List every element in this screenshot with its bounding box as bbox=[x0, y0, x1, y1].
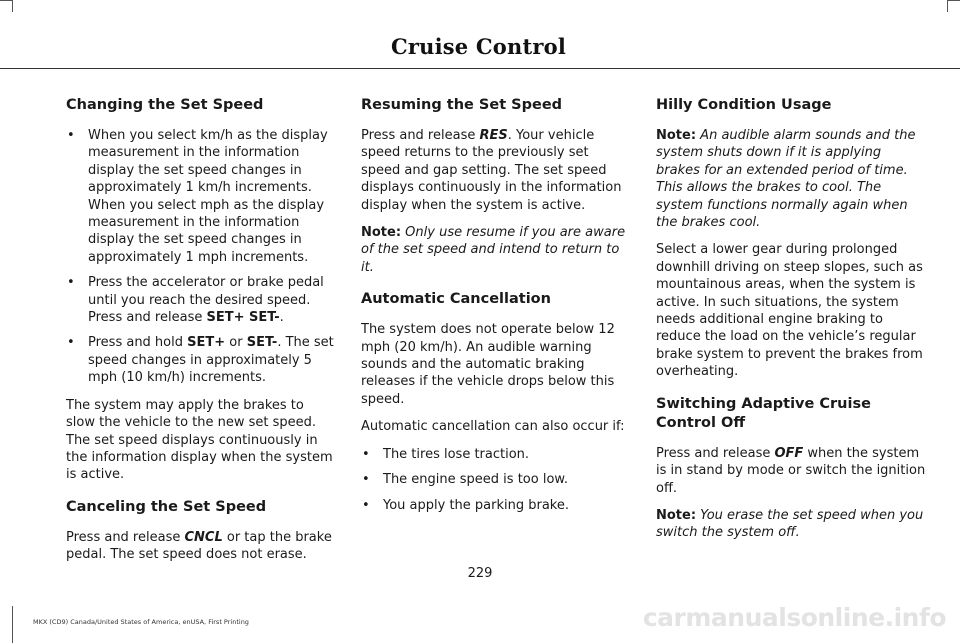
bullet-text: When you select km/h as the display measurement in the information display the set speed changes in approximately 1 km/h increments. When you select mph as the display measurement in the information display the set speed changes in approximately 1 mph increments. bbox=[88, 128, 328, 265]
page-header-title: Cruise Control bbox=[390, 34, 566, 59]
paragraph-off bbox=[656, 445, 928, 497]
bullet-text: Press the accelerator or brake pedal until you reach the desired speed. Press and release bbox=[88, 275, 324, 326]
crop-mark bbox=[948, 0, 960, 1]
bullet-text: or bbox=[225, 335, 247, 351]
note-label: Note: bbox=[656, 507, 697, 523]
heading-switching-off: Switching Adaptive Cruise Control Off bbox=[656, 395, 871, 431]
auto-cancel-list bbox=[361, 446, 631, 514]
list-item: • The engine speed is too low. bbox=[361, 471, 631, 488]
heading-resuming-set-speed: Resuming the Set Speed bbox=[361, 97, 563, 113]
list-item bbox=[66, 127, 336, 266]
note-resume bbox=[361, 224, 631, 276]
crop-mark bbox=[12, 606, 13, 643]
set-button-label: SET+ SET- bbox=[206, 310, 280, 326]
set-plus-label: SET+ bbox=[187, 335, 226, 351]
paragraph-brakes: The system may apply the brakes to slow the vehicle to the new set speed. The set speed displays continuously in the information display when the system is active. bbox=[66, 397, 333, 483]
text: Press and release bbox=[361, 128, 480, 143]
note-label: Note: bbox=[361, 225, 402, 241]
set-minus-label: SET- bbox=[246, 335, 278, 351]
paragraph-hilly: Select a lower gear during prolonged downhill driving on steep slopes, such as mountainous areas, when the system is active. In such situations, the system needs additional engine braking to reduce the load on the vehicle’s regular brake system to prevent the brakes from overheating. bbox=[656, 242, 923, 380]
crop-mark bbox=[12, 606, 13, 607]
heading-changing-set-speed: Changing the Set Speed bbox=[66, 97, 264, 113]
watermark: carmanualsonline.info bbox=[642, 603, 946, 632]
column-left bbox=[66, 96, 336, 574]
paragraph-auto-also: Automatic cancellation can also occur if: bbox=[361, 419, 625, 435]
bullet-text: . The set speed changes in approximately 5 mph (10 km/h) increments. bbox=[88, 335, 334, 386]
text: Press and release bbox=[656, 445, 775, 461]
heading-canceling-set-speed: Canceling the Set Speed bbox=[66, 498, 267, 515]
changing-speed-list bbox=[66, 127, 336, 387]
list-item bbox=[66, 334, 336, 386]
crop-mark bbox=[12, 0, 13, 12]
header-rule bbox=[0, 68, 960, 69]
note-text: An audible alarm sounds and the system shuts down if it is applying brakes for an extended period of time. This allows the brakes to cool. The system functions normally again when the brakes cool. bbox=[656, 128, 916, 231]
list-item: • You apply the parking brake. bbox=[361, 497, 631, 514]
bullet-text: . bbox=[279, 310, 284, 326]
note-text: Only use resume if you are aware of the set speed and intend to return to it. bbox=[361, 225, 626, 275]
heading-hilly-condition: Hilly Condition Usage bbox=[656, 97, 832, 113]
heading-automatic-cancellation: Automatic Cancellation bbox=[361, 291, 551, 308]
note-label: Note: bbox=[656, 128, 697, 143]
paragraph-cancel bbox=[66, 529, 336, 564]
text: or tap the brake pedal. The set speed does not erase. bbox=[66, 529, 332, 563]
note-off bbox=[656, 507, 928, 542]
text: Press and release bbox=[66, 529, 185, 545]
crop-mark bbox=[0, 0, 12, 1]
note-text: You erase the set speed when you switch the system off. bbox=[656, 507, 924, 541]
list-item: • The tires lose traction. bbox=[361, 446, 631, 463]
text: . Your vehicle speed returns to the previously set speed and gap setting. The set speed displays continuously in the information display when the system is active. bbox=[361, 128, 622, 213]
paragraph-auto: The system does not operate below 12 mph (20 km/h). An audible warning sounds and the automatic braking releases if the vehicle drops below this speed. bbox=[361, 322, 615, 407]
list-item bbox=[66, 274, 336, 326]
paragraph-resume bbox=[361, 127, 631, 214]
printing-info: MKX (CD9) Canada/United States of America, enUSA, First Printing bbox=[33, 618, 249, 626]
off-button-label: OFF bbox=[774, 445, 804, 461]
bullet-text: Press and hold bbox=[88, 335, 188, 351]
page-number: 229 bbox=[467, 566, 493, 581]
note-hilly bbox=[656, 127, 928, 231]
cncl-button-label: CNCL bbox=[184, 529, 223, 545]
column-middle bbox=[361, 96, 631, 524]
res-button-label: RES bbox=[479, 128, 508, 143]
column-right bbox=[656, 96, 928, 552]
text: when the system is in stand by mode or switch the ignition off. bbox=[656, 445, 926, 496]
crop-mark bbox=[947, 0, 948, 12]
